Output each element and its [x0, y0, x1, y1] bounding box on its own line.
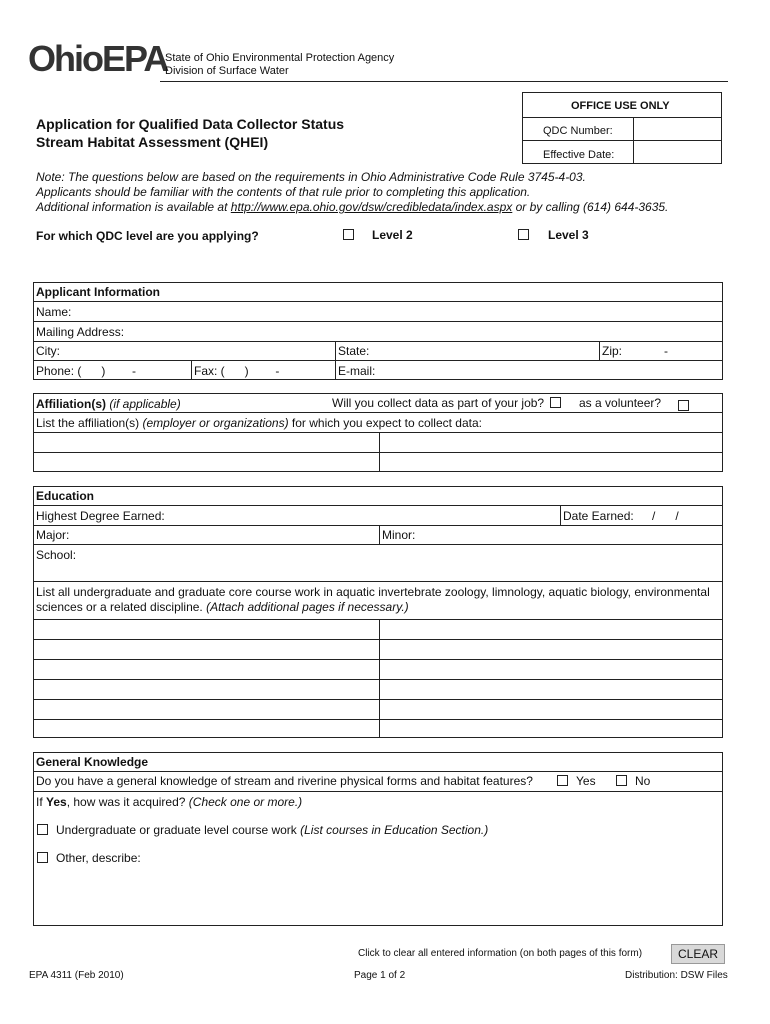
education-section [33, 486, 723, 738]
level3-label: Level 3 [548, 228, 589, 242]
yes-checkbox[interactable] [557, 775, 568, 786]
form-title-line2: Stream Habitat Assessment (QHEI) [36, 134, 269, 150]
email-field[interactable]: E-mail: [338, 364, 376, 378]
education-heading: Education [36, 489, 95, 503]
school-field[interactable]: School: [36, 548, 77, 562]
general-knowledge-question: Do you have a general knowledge of stream and riverine physical forms and habitat features? [36, 774, 533, 788]
zip-field[interactable]: Zip: [602, 344, 623, 358]
how-acquired-label: If Yes, how was it acquired? (Check one or more.) [36, 795, 303, 809]
date-earned-slashes: / / [652, 509, 679, 523]
fax-field[interactable]: Fax: ( ) - [194, 364, 280, 378]
clear-button[interactable]: CLEAR [671, 944, 725, 964]
course-instructions-line1: List all undergraduate and graduate core course work in aquatic invertebrate zoology, limnology, aquatic biology, environmental [36, 585, 710, 599]
ohio-epa-logo: OhioEPA [28, 38, 168, 79]
volunteer-label: as a volunteer? [579, 396, 662, 410]
phone-field[interactable]: Phone: ( ) - [36, 364, 137, 378]
form-id: EPA 4311 (Feb 2010) [29, 970, 124, 981]
degree-field[interactable]: Highest Degree Earned: [36, 509, 165, 523]
note-line2: Applicants should be familiar with the contents of that rule prior to completing this application. [36, 185, 531, 199]
level2-label: Level 2 [372, 228, 413, 242]
volunteer-checkbox[interactable] [678, 400, 689, 411]
affiliation-heading: Affiliation(s) (if applicable) [36, 397, 181, 411]
office-use-heading: OFFICE USE ONLY [571, 100, 670, 112]
level2-checkbox[interactable] [343, 229, 354, 240]
division-name: Division of Surface Water [165, 65, 289, 77]
page-number: Page 1 of 2 [354, 970, 406, 981]
qdc-number-label: QDC Number: [543, 125, 613, 137]
agency-name: State of Ohio Environmental Protection Agency [165, 52, 395, 64]
form-title-line1: Application for Qualified Data Collector Status [36, 116, 345, 132]
state-field[interactable]: State: [338, 344, 370, 358]
yes-label: Yes [576, 774, 596, 788]
clear-note: Click to clear all entered information (on both pages of this form) [358, 948, 643, 959]
job-question: Will you collect data as part of your job? [332, 396, 545, 410]
mailing-address-field[interactable]: Mailing Address: [36, 325, 125, 339]
name-field[interactable]: Name: [36, 305, 72, 319]
affiliation-section [33, 393, 723, 472]
major-field[interactable]: Major: [36, 528, 70, 542]
affiliation-list-label: List the affiliation(s) (employer or organizations) for which you expect to collect data: [36, 416, 482, 430]
level3-checkbox[interactable] [518, 229, 529, 240]
course-instructions-line2: sciences or a related discipline. (Attach additional pages if necessary.) [36, 600, 409, 614]
date-earned-field[interactable]: Date Earned: [563, 509, 634, 523]
effective-date-label: Effective Date: [543, 149, 615, 161]
other-checkbox[interactable] [37, 852, 48, 863]
office-use-box [522, 92, 722, 164]
minor-field[interactable]: Minor: [382, 528, 416, 542]
header-rule [160, 81, 728, 82]
info-link[interactable]: http://www.epa.ohio.gov/dsw/credibledata/index.aspx [230, 200, 513, 214]
coursework-checkbox[interactable] [37, 824, 48, 835]
zip-dash: - [664, 344, 668, 358]
distribution: Distribution: DSW Files [625, 970, 728, 981]
city-field[interactable]: City: [36, 344, 60, 358]
job-checkbox[interactable] [550, 397, 561, 408]
note-line3: Additional information is available at http://www.epa.ohio.gov/dsw/credibledata/index.aspx or by calling (614) 644-3635. [36, 200, 669, 214]
coursework-label: Undergraduate or graduate level course work (List courses in Education Section.) [56, 823, 489, 837]
no-label: No [635, 774, 651, 788]
applicant-section [33, 282, 723, 380]
applicant-heading: Applicant Information [36, 285, 160, 299]
note-line1: Note: The questions below are based on the requirements in Ohio Administrative Code Rule 3745-4-03. [36, 170, 586, 184]
no-checkbox[interactable] [616, 775, 627, 786]
general-knowledge-heading: General Knowledge [36, 755, 149, 769]
general-knowledge-section [33, 752, 723, 926]
other-label: Other, describe: [56, 851, 141, 865]
level-question: For which QDC level are you applying? [36, 229, 259, 243]
